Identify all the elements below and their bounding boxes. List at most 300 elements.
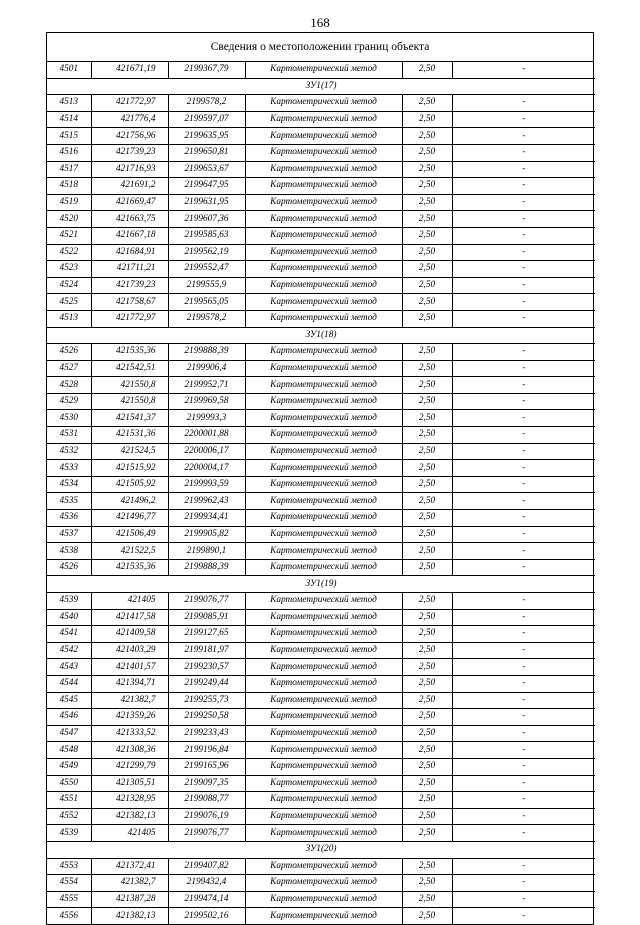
y-coordinate-cell: 2200001,88 (168, 427, 245, 444)
table-row (47, 161, 595, 178)
accuracy-cell: 2,50 (402, 443, 452, 460)
accuracy-cell: 2,50 (402, 609, 452, 626)
description-cell: - (452, 211, 595, 228)
description-cell: - (452, 111, 595, 128)
description-cell: - (452, 659, 595, 676)
x-coordinate-cell: 421739,23 (91, 144, 168, 161)
accuracy-cell: 2,50 (402, 128, 452, 145)
description-cell: - (452, 128, 595, 145)
table-row (47, 460, 595, 477)
table-row (47, 758, 595, 775)
table-row (47, 410, 595, 427)
description-cell: - (452, 144, 595, 161)
description-cell: - (452, 858, 595, 875)
table-row (47, 344, 595, 361)
table-row (47, 476, 595, 493)
accuracy-cell: 2,50 (402, 526, 452, 543)
y-coordinate-cell: 2199888,39 (168, 344, 245, 361)
y-coordinate-cell: 2199502,16 (168, 908, 245, 924)
y-coordinate-cell: 2199578,2 (168, 95, 245, 112)
section-label: ЗУ1(18) (47, 327, 595, 344)
x-coordinate-cell: 421409,58 (91, 626, 168, 643)
description-cell: - (452, 178, 595, 195)
description-cell: - (452, 593, 595, 610)
y-coordinate-cell: 2199367,79 (168, 62, 245, 78)
table-row (47, 310, 595, 327)
table-row (47, 792, 595, 809)
accuracy-cell: 2,50 (402, 659, 452, 676)
point-number-cell: 4528 (47, 377, 91, 394)
accuracy-cell: 2,50 (402, 62, 452, 78)
accuracy-cell: 2,50 (402, 244, 452, 261)
x-coordinate-cell: 421405 (91, 593, 168, 610)
x-coordinate-cell: 421505,92 (91, 476, 168, 493)
accuracy-cell: 2,50 (402, 725, 452, 742)
accuracy-cell: 2,50 (402, 642, 452, 659)
method-cell: Картометрический метод (245, 178, 402, 195)
x-coordinate-cell: 421405 (91, 825, 168, 842)
method-cell: Картометрический метод (245, 360, 402, 377)
description-cell: - (452, 277, 595, 294)
table-row (47, 95, 595, 112)
point-number-cell: 4535 (47, 493, 91, 510)
x-coordinate-cell: 421382,7 (91, 692, 168, 709)
table-header: Сведения о местоположении границ объекта (47, 33, 593, 62)
description-cell: - (452, 344, 595, 361)
method-cell: Картометрический метод (245, 277, 402, 294)
y-coordinate-cell: 2199076,19 (168, 808, 245, 825)
x-coordinate-cell: 421359,26 (91, 709, 168, 726)
accuracy-cell: 2,50 (402, 227, 452, 244)
description-cell: - (452, 626, 595, 643)
x-coordinate-cell: 421691,2 (91, 178, 168, 195)
point-number-cell: 4517 (47, 161, 91, 178)
accuracy-cell: 2,50 (402, 825, 452, 842)
x-coordinate-cell: 421417,58 (91, 609, 168, 626)
accuracy-cell: 2,50 (402, 626, 452, 643)
description-cell: - (452, 227, 595, 244)
table-row (47, 559, 595, 576)
table-row (47, 194, 595, 211)
y-coordinate-cell: 2199653,67 (168, 161, 245, 178)
section-row (47, 576, 595, 593)
method-cell: Картометрический метод (245, 626, 402, 643)
y-coordinate-cell: 2199181,97 (168, 642, 245, 659)
x-coordinate-cell: 421403,29 (91, 642, 168, 659)
point-number-cell: 4518 (47, 178, 91, 195)
method-cell: Картометрический метод (245, 111, 402, 128)
method-cell: Картометрический метод (245, 758, 402, 775)
method-cell: Картометрический метод (245, 211, 402, 228)
description-cell: - (452, 510, 595, 527)
description-cell: - (452, 410, 595, 427)
description-cell: - (452, 792, 595, 809)
method-cell: Картометрический метод (245, 875, 402, 892)
point-number-cell: 4522 (47, 244, 91, 261)
point-number-cell: 4550 (47, 775, 91, 792)
description-cell: - (452, 261, 595, 278)
point-number-cell: 4527 (47, 360, 91, 377)
accuracy-cell: 2,50 (402, 410, 452, 427)
point-number-cell: 4553 (47, 858, 91, 875)
x-coordinate-cell: 421496,2 (91, 493, 168, 510)
accuracy-cell: 2,50 (402, 891, 452, 908)
x-coordinate-cell: 421758,67 (91, 294, 168, 311)
point-number-cell: 4542 (47, 642, 91, 659)
point-number-cell: 4537 (47, 526, 91, 543)
y-coordinate-cell: 2199993,3 (168, 410, 245, 427)
description-cell: - (452, 758, 595, 775)
y-coordinate-cell: 2199890,1 (168, 543, 245, 560)
point-number-cell: 4515 (47, 128, 91, 145)
description-cell: - (452, 294, 595, 311)
y-coordinate-cell: 2199635,95 (168, 128, 245, 145)
table-row (47, 227, 595, 244)
section-row (47, 78, 595, 95)
x-coordinate-cell: 421667,18 (91, 227, 168, 244)
accuracy-cell: 2,50 (402, 593, 452, 610)
table-row (47, 493, 595, 510)
method-cell: Картометрический метод (245, 510, 402, 527)
method-cell: Картометрический метод (245, 62, 402, 78)
description-cell: - (452, 875, 595, 892)
y-coordinate-cell: 2199578,2 (168, 310, 245, 327)
x-coordinate-cell: 421756,96 (91, 128, 168, 145)
table-row (47, 393, 595, 410)
y-coordinate-cell: 2199085,91 (168, 609, 245, 626)
method-cell: Картометрический метод (245, 825, 402, 842)
x-coordinate-cell: 421669,47 (91, 194, 168, 211)
y-coordinate-cell: 2199969,58 (168, 393, 245, 410)
method-cell: Картометрический метод (245, 244, 402, 261)
accuracy-cell: 2,50 (402, 277, 452, 294)
x-coordinate-cell: 421739,23 (91, 277, 168, 294)
y-coordinate-cell: 2199906,4 (168, 360, 245, 377)
accuracy-cell: 2,50 (402, 875, 452, 892)
method-cell: Картометрический метод (245, 792, 402, 809)
x-coordinate-cell: 421535,36 (91, 344, 168, 361)
description-cell: - (452, 675, 595, 692)
point-number-cell: 4513 (47, 95, 91, 112)
y-coordinate-cell: 2199962,43 (168, 493, 245, 510)
point-number-cell: 4544 (47, 675, 91, 692)
description-cell: - (452, 62, 595, 78)
x-coordinate-cell: 421541,37 (91, 410, 168, 427)
point-number-cell: 4540 (47, 609, 91, 626)
point-number-cell: 4541 (47, 626, 91, 643)
method-cell: Картометрический метод (245, 725, 402, 742)
y-coordinate-cell: 2199255,73 (168, 692, 245, 709)
method-cell: Картометрический метод (245, 227, 402, 244)
description-cell: - (452, 609, 595, 626)
method-cell: Картометрический метод (245, 908, 402, 924)
method-cell: Картометрический метод (245, 692, 402, 709)
accuracy-cell: 2,50 (402, 758, 452, 775)
accuracy-cell: 2,50 (402, 742, 452, 759)
accuracy-cell: 2,50 (402, 510, 452, 527)
x-coordinate-cell: 421496,77 (91, 510, 168, 527)
y-coordinate-cell: 2199650,81 (168, 144, 245, 161)
point-number-cell: 4529 (47, 393, 91, 410)
description-cell: - (522, 910, 526, 921)
method-cell: Картометрический метод (245, 858, 402, 875)
table-row (47, 891, 595, 908)
method-cell: Картометрический метод (245, 294, 402, 311)
y-coordinate-cell: 2200004,17 (168, 460, 245, 477)
point-number-cell: 4501 (47, 62, 91, 78)
y-coordinate-cell: 2199076,77 (168, 825, 245, 842)
method-cell: Картометрический метод (245, 443, 402, 460)
description-cell: - (452, 775, 595, 792)
y-coordinate-cell: 2199250,58 (168, 709, 245, 726)
boundary-table (46, 32, 594, 925)
description-cell: - (452, 709, 595, 726)
point-number-cell: 4532 (47, 443, 91, 460)
y-coordinate-cell: 2199555,9 (168, 277, 245, 294)
y-coordinate-cell: 2199076,77 (168, 593, 245, 610)
table-row (47, 178, 595, 195)
x-coordinate-cell: 421328,95 (91, 792, 168, 809)
x-coordinate-cell: 421299,79 (91, 758, 168, 775)
x-coordinate-cell: 421382,13 (91, 908, 168, 924)
y-coordinate-cell: 2199934,41 (168, 510, 245, 527)
table-row (47, 908, 595, 924)
description-cell: - (452, 393, 595, 410)
y-coordinate-cell: 2199249,44 (168, 675, 245, 692)
table-row (47, 244, 595, 261)
point-number-cell: 4514 (47, 111, 91, 128)
table-row (47, 709, 595, 726)
description-cell: - (452, 808, 595, 825)
point-number-cell: 4533 (47, 460, 91, 477)
point-number-cell: 4516 (47, 144, 91, 161)
point-number-cell: 4539 (47, 593, 91, 610)
table-row (47, 111, 595, 128)
x-coordinate-cell: 421387,28 (91, 891, 168, 908)
section-row (47, 841, 595, 858)
accuracy-cell: 2,50 (402, 95, 452, 112)
accuracy-cell: 2,50 (402, 178, 452, 195)
method-cell: Картометрический метод (245, 476, 402, 493)
accuracy-cell: 2,50 (402, 360, 452, 377)
x-coordinate-cell: 421772,97 (91, 310, 168, 327)
method-cell: Картометрический метод (245, 377, 402, 394)
description-cell: - (452, 742, 595, 759)
y-coordinate-cell: 2199993,59 (168, 476, 245, 493)
point-number-cell: 4546 (47, 709, 91, 726)
x-coordinate-cell: 421372,41 (91, 858, 168, 875)
y-coordinate-cell: 2199165,96 (168, 758, 245, 775)
point-number-cell: 4534 (47, 476, 91, 493)
table-row (47, 642, 595, 659)
x-coordinate-cell: 421531,36 (91, 427, 168, 444)
x-coordinate-cell: 421382,7 (91, 875, 168, 892)
y-coordinate-cell: 2199474,14 (168, 891, 245, 908)
accuracy-cell: 2,50 (402, 493, 452, 510)
point-number-cell: 4538 (47, 543, 91, 560)
table-row (47, 526, 595, 543)
accuracy-cell: 2,50 (402, 775, 452, 792)
table-row (47, 510, 595, 527)
accuracy-cell: 2,50 (402, 393, 452, 410)
description-cell: - (452, 310, 595, 327)
table-row (47, 211, 595, 228)
y-coordinate-cell: 2199565,05 (168, 294, 245, 311)
method-cell: Картометрический метод (245, 675, 402, 692)
accuracy-cell: 2,50 (402, 261, 452, 278)
accuracy-cell: 2,50 (402, 460, 452, 477)
accuracy-cell: 2,50 (402, 543, 452, 560)
accuracy-cell: 2,50 (402, 144, 452, 161)
x-coordinate-cell: 421684,91 (91, 244, 168, 261)
accuracy-cell: 2,50 (402, 344, 452, 361)
x-coordinate-cell: 421394,71 (91, 675, 168, 692)
table-row (47, 692, 595, 709)
method-cell: Картометрический метод (245, 344, 402, 361)
table-body (47, 62, 595, 924)
method-cell: Картометрический метод (245, 593, 402, 610)
point-number-cell: 4526 (47, 344, 91, 361)
point-number-cell: 4525 (47, 294, 91, 311)
accuracy-cell: 2,50 (402, 377, 452, 394)
table-row (47, 742, 595, 759)
table-row (47, 62, 595, 78)
accuracy-cell: 2,50 (402, 808, 452, 825)
description-cell: - (452, 493, 595, 510)
description-cell: - (452, 443, 595, 460)
point-number-cell: 4513 (47, 310, 91, 327)
accuracy-cell: 2,50 (402, 194, 452, 211)
point-number-cell: 4526 (47, 559, 91, 576)
method-cell: Картометрический метод (245, 709, 402, 726)
table-row (47, 377, 595, 394)
accuracy-cell: 2,50 (402, 792, 452, 809)
method-cell: Картометрический метод (245, 659, 402, 676)
x-coordinate-cell: 421333,52 (91, 725, 168, 742)
table-row (47, 775, 595, 792)
y-coordinate-cell: 2199196,84 (168, 742, 245, 759)
description-cell: - (452, 891, 595, 908)
method-cell: Картометрический метод (245, 427, 402, 444)
y-coordinate-cell: 2199432,4 (168, 875, 245, 892)
y-coordinate-cell: 2199607,36 (168, 211, 245, 228)
point-number-cell: 4530 (47, 410, 91, 427)
x-coordinate-cell: 421671,19 (91, 62, 168, 78)
accuracy-cell: 2,50 (402, 908, 452, 924)
y-coordinate-cell: 2199562,19 (168, 244, 245, 261)
accuracy-cell: 2,50 (402, 310, 452, 327)
x-coordinate-cell: 421382,13 (91, 808, 168, 825)
y-coordinate-cell: 2199905,82 (168, 526, 245, 543)
point-number-cell: 4531 (47, 427, 91, 444)
table-row (47, 858, 595, 875)
y-coordinate-cell: 2199552,47 (168, 261, 245, 278)
x-coordinate-cell: 421515,92 (91, 460, 168, 477)
x-coordinate-cell: 421524,5 (91, 443, 168, 460)
method-cell: Картометрический метод (245, 559, 402, 576)
point-number-cell: 4551 (47, 792, 91, 809)
accuracy-cell: 2,50 (402, 675, 452, 692)
x-coordinate-cell: 421535,36 (91, 559, 168, 576)
table-row (47, 144, 595, 161)
table-row (47, 443, 595, 460)
method-cell: Картометрический метод (245, 95, 402, 112)
x-coordinate-cell: 421401,57 (91, 659, 168, 676)
y-coordinate-cell: 2199088,77 (168, 792, 245, 809)
y-coordinate-cell: 2200006,17 (168, 443, 245, 460)
method-cell: Картометрический метод (245, 642, 402, 659)
accuracy-cell: 2,50 (402, 559, 452, 576)
accuracy-cell: 2,50 (402, 858, 452, 875)
description-cell: - (452, 360, 595, 377)
description-cell: - (452, 725, 595, 742)
accuracy-cell: 2,50 (402, 692, 452, 709)
description-cell: - (452, 95, 595, 112)
point-number-cell: 4524 (47, 277, 91, 294)
method-cell: Картометрический метод (245, 261, 402, 278)
table-row (47, 543, 595, 560)
method-cell: Картометрический метод (245, 161, 402, 178)
x-coordinate-cell: 421305,51 (91, 775, 168, 792)
method-cell: Картометрический метод (245, 609, 402, 626)
y-coordinate-cell: 2199407,82 (168, 858, 245, 875)
coordinates-table (47, 62, 595, 924)
table-row (47, 277, 595, 294)
x-coordinate-cell: 421663,75 (91, 211, 168, 228)
point-number-cell: 4555 (47, 891, 91, 908)
accuracy-cell: 2,50 (402, 476, 452, 493)
description-cell: - (452, 526, 595, 543)
method-cell: Картометрический метод (245, 526, 402, 543)
table-row (47, 609, 595, 626)
point-number-cell: 4547 (47, 725, 91, 742)
point-number-cell: 4521 (47, 227, 91, 244)
table-row (47, 261, 595, 278)
table-row (47, 659, 595, 676)
accuracy-cell: 2,50 (402, 427, 452, 444)
table-row (47, 593, 595, 610)
section-label: ЗУ1(17) (47, 78, 595, 95)
section-row (47, 327, 595, 344)
x-coordinate-cell: 421711,21 (91, 261, 168, 278)
x-coordinate-cell: 421506,49 (91, 526, 168, 543)
point-number-cell: 4554 (47, 875, 91, 892)
point-number-cell: 4545 (47, 692, 91, 709)
point-number-cell: 4536 (47, 510, 91, 527)
point-number-cell: 4556 (47, 908, 91, 924)
section-label: ЗУ1(20) (47, 841, 595, 858)
y-coordinate-cell: 2199597,07 (168, 111, 245, 128)
accuracy-cell: 2,50 (402, 709, 452, 726)
point-number-cell: 4523 (47, 261, 91, 278)
point-number-cell: 4520 (47, 211, 91, 228)
section-label: ЗУ1(19) (47, 576, 595, 593)
x-coordinate-cell: 421772,97 (91, 95, 168, 112)
accuracy-cell: 2,50 (402, 294, 452, 311)
table-row (47, 808, 595, 825)
table-row (47, 427, 595, 444)
x-coordinate-cell: 421522,5 (91, 543, 168, 560)
method-cell: Картометрический метод (245, 410, 402, 427)
point-number-cell: 4548 (47, 742, 91, 759)
y-coordinate-cell: 2199233,43 (168, 725, 245, 742)
method-cell: Картометрический метод (245, 144, 402, 161)
method-cell: Картометрический метод (245, 493, 402, 510)
method-cell: Картометрический метод (245, 891, 402, 908)
table-row (47, 675, 595, 692)
description-cell: - (452, 194, 595, 211)
x-coordinate-cell: 421550,8 (91, 377, 168, 394)
